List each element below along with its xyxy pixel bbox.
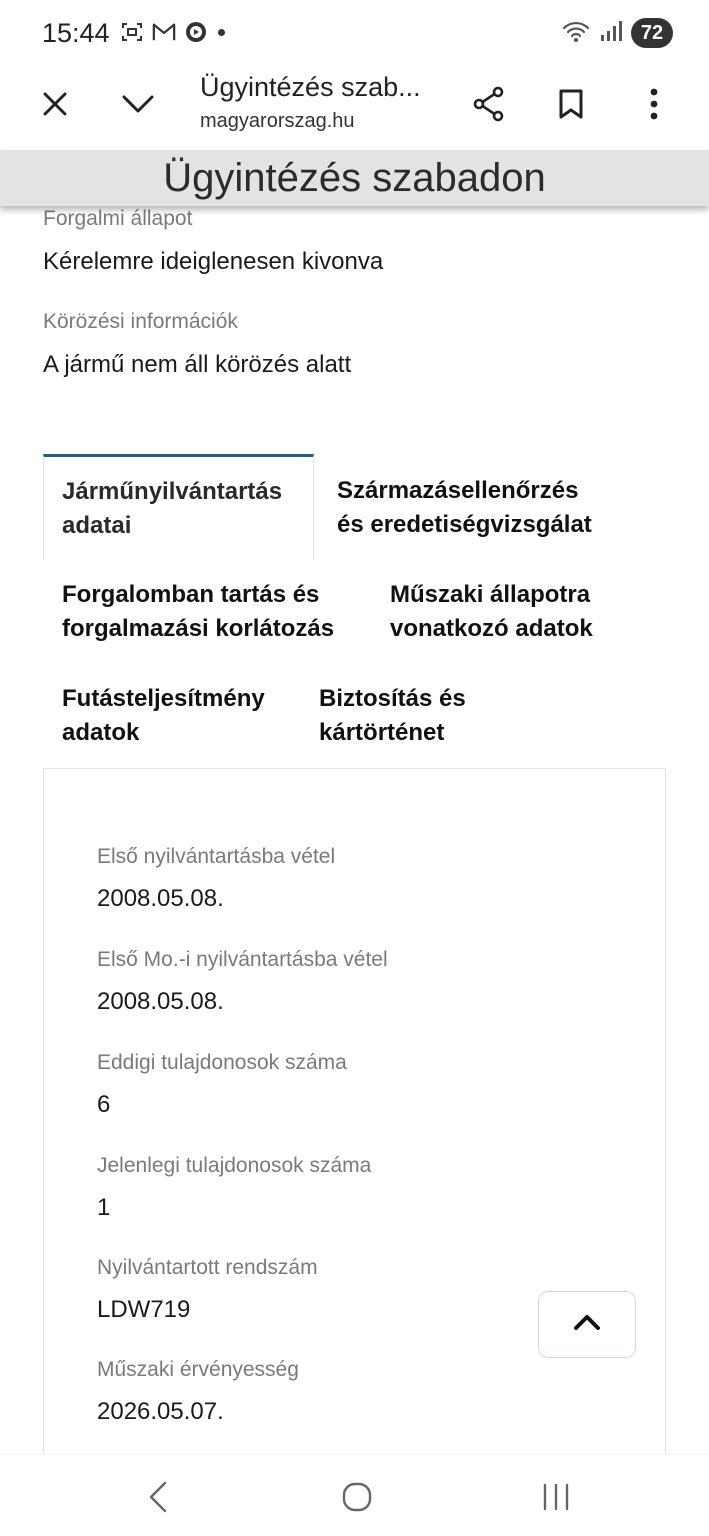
home-icon [341,1481,373,1518]
play-icon [184,20,208,44]
back-icon [147,1480,169,1519]
tab-mileage[interactable] [62,682,265,750]
scroll-to-top-button[interactable] [538,1291,636,1358]
gmail-icon [152,20,176,44]
close-icon [41,90,69,123]
more-notifications-dot [218,29,225,36]
signal-icon [599,19,623,48]
tab-label-line2: kártörténet [319,719,445,746]
tab-label-line2: forgalmazási korlátozás [62,615,335,642]
tab-label-line2: vonatkozó adatok [390,615,593,642]
tab-label-line1: Műszaki állapotra [390,581,591,608]
detail-label: Első Mo.-i nyilvántartásba vétel [97,948,388,971]
tab-insurance[interactable] [319,682,466,750]
back-button[interactable] [128,1469,188,1529]
tab-label-line1: Biztosítás és [319,685,466,712]
system-icons [561,18,673,48]
wanted-info-value: A jármű nem áll körözés alatt [43,351,352,378]
page-title: Ügyintézés szab... [200,72,421,102]
recents-button[interactable] [526,1469,586,1529]
tab-origin-check[interactable] [337,474,592,542]
detail-label: Eddigi tulajdonosok száma [97,1051,347,1074]
tab-label-line2: és eredetiségvizsgálat [337,511,592,538]
detail-value: LDW719 [97,1296,191,1323]
traffic-status-value: Kérelemre ideiglenesen kivonva [43,248,384,275]
tab-label-line1: Forgalomban tartás és [62,581,320,608]
share-button[interactable] [459,76,519,136]
detail-value: 2008.05.08. [97,988,224,1015]
wifi-icon [561,19,591,48]
close-button[interactable] [25,76,85,136]
battery-indicator: 72 [631,18,673,48]
tab-panel [43,768,666,1488]
tab-label-line1: Származásellenőrzés [337,477,579,504]
detail-label: Nyilvántartott rendszám [97,1256,318,1279]
site-title[interactable]: Ügyintézés szabadon [163,155,546,200]
bookmark-button[interactable] [541,76,601,136]
bookmark-icon [558,88,584,125]
recents-icon [540,1482,572,1517]
status-time: 15:44 [42,18,110,48]
wanted-info-label: Körözési információk [43,310,238,333]
tab-label-line1: Futásteljesítmény [62,685,265,712]
tab-technical-condition[interactable] [390,578,593,646]
tab-vehicle-registry[interactable] [43,454,314,560]
traffic-status-label: Forgalmi állapot [43,207,193,230]
detail-label: Első nyilvántartásba vétel [97,845,336,868]
detail-value: 2008.05.08. [97,885,224,912]
detail-label: Műszaki érvényesség [97,1358,299,1381]
tab-label-line2: adatai [62,512,132,539]
site-header [0,150,709,206]
home-button[interactable] [327,1469,387,1529]
detail-value: 2026.05.07. [97,1398,224,1425]
tab-traffic-restrictions[interactable] [62,578,334,646]
chevron-up-icon [572,1312,602,1337]
tab-label-line2: adatok [62,719,140,746]
status-bar [0,0,709,66]
more-vert-icon [649,88,659,125]
tab-label-line1: Járműnyilvántartás [62,478,283,505]
more-options-button[interactable] [624,76,684,136]
minimize-button[interactable] [108,76,168,136]
chevron-down-icon [121,93,155,120]
page-url: magyarorszag.hu [200,110,355,132]
custom-tab-toolbar [0,66,709,150]
navigation-bar [0,1454,709,1536]
notification-icons [120,20,208,44]
share-icon [472,86,506,127]
detail-value: 6 [97,1091,111,1118]
detail-value: 1 [97,1194,111,1221]
screenshot-icon [120,20,144,44]
detail-label: Jelenlegi tulajdonosok száma [97,1154,372,1177]
